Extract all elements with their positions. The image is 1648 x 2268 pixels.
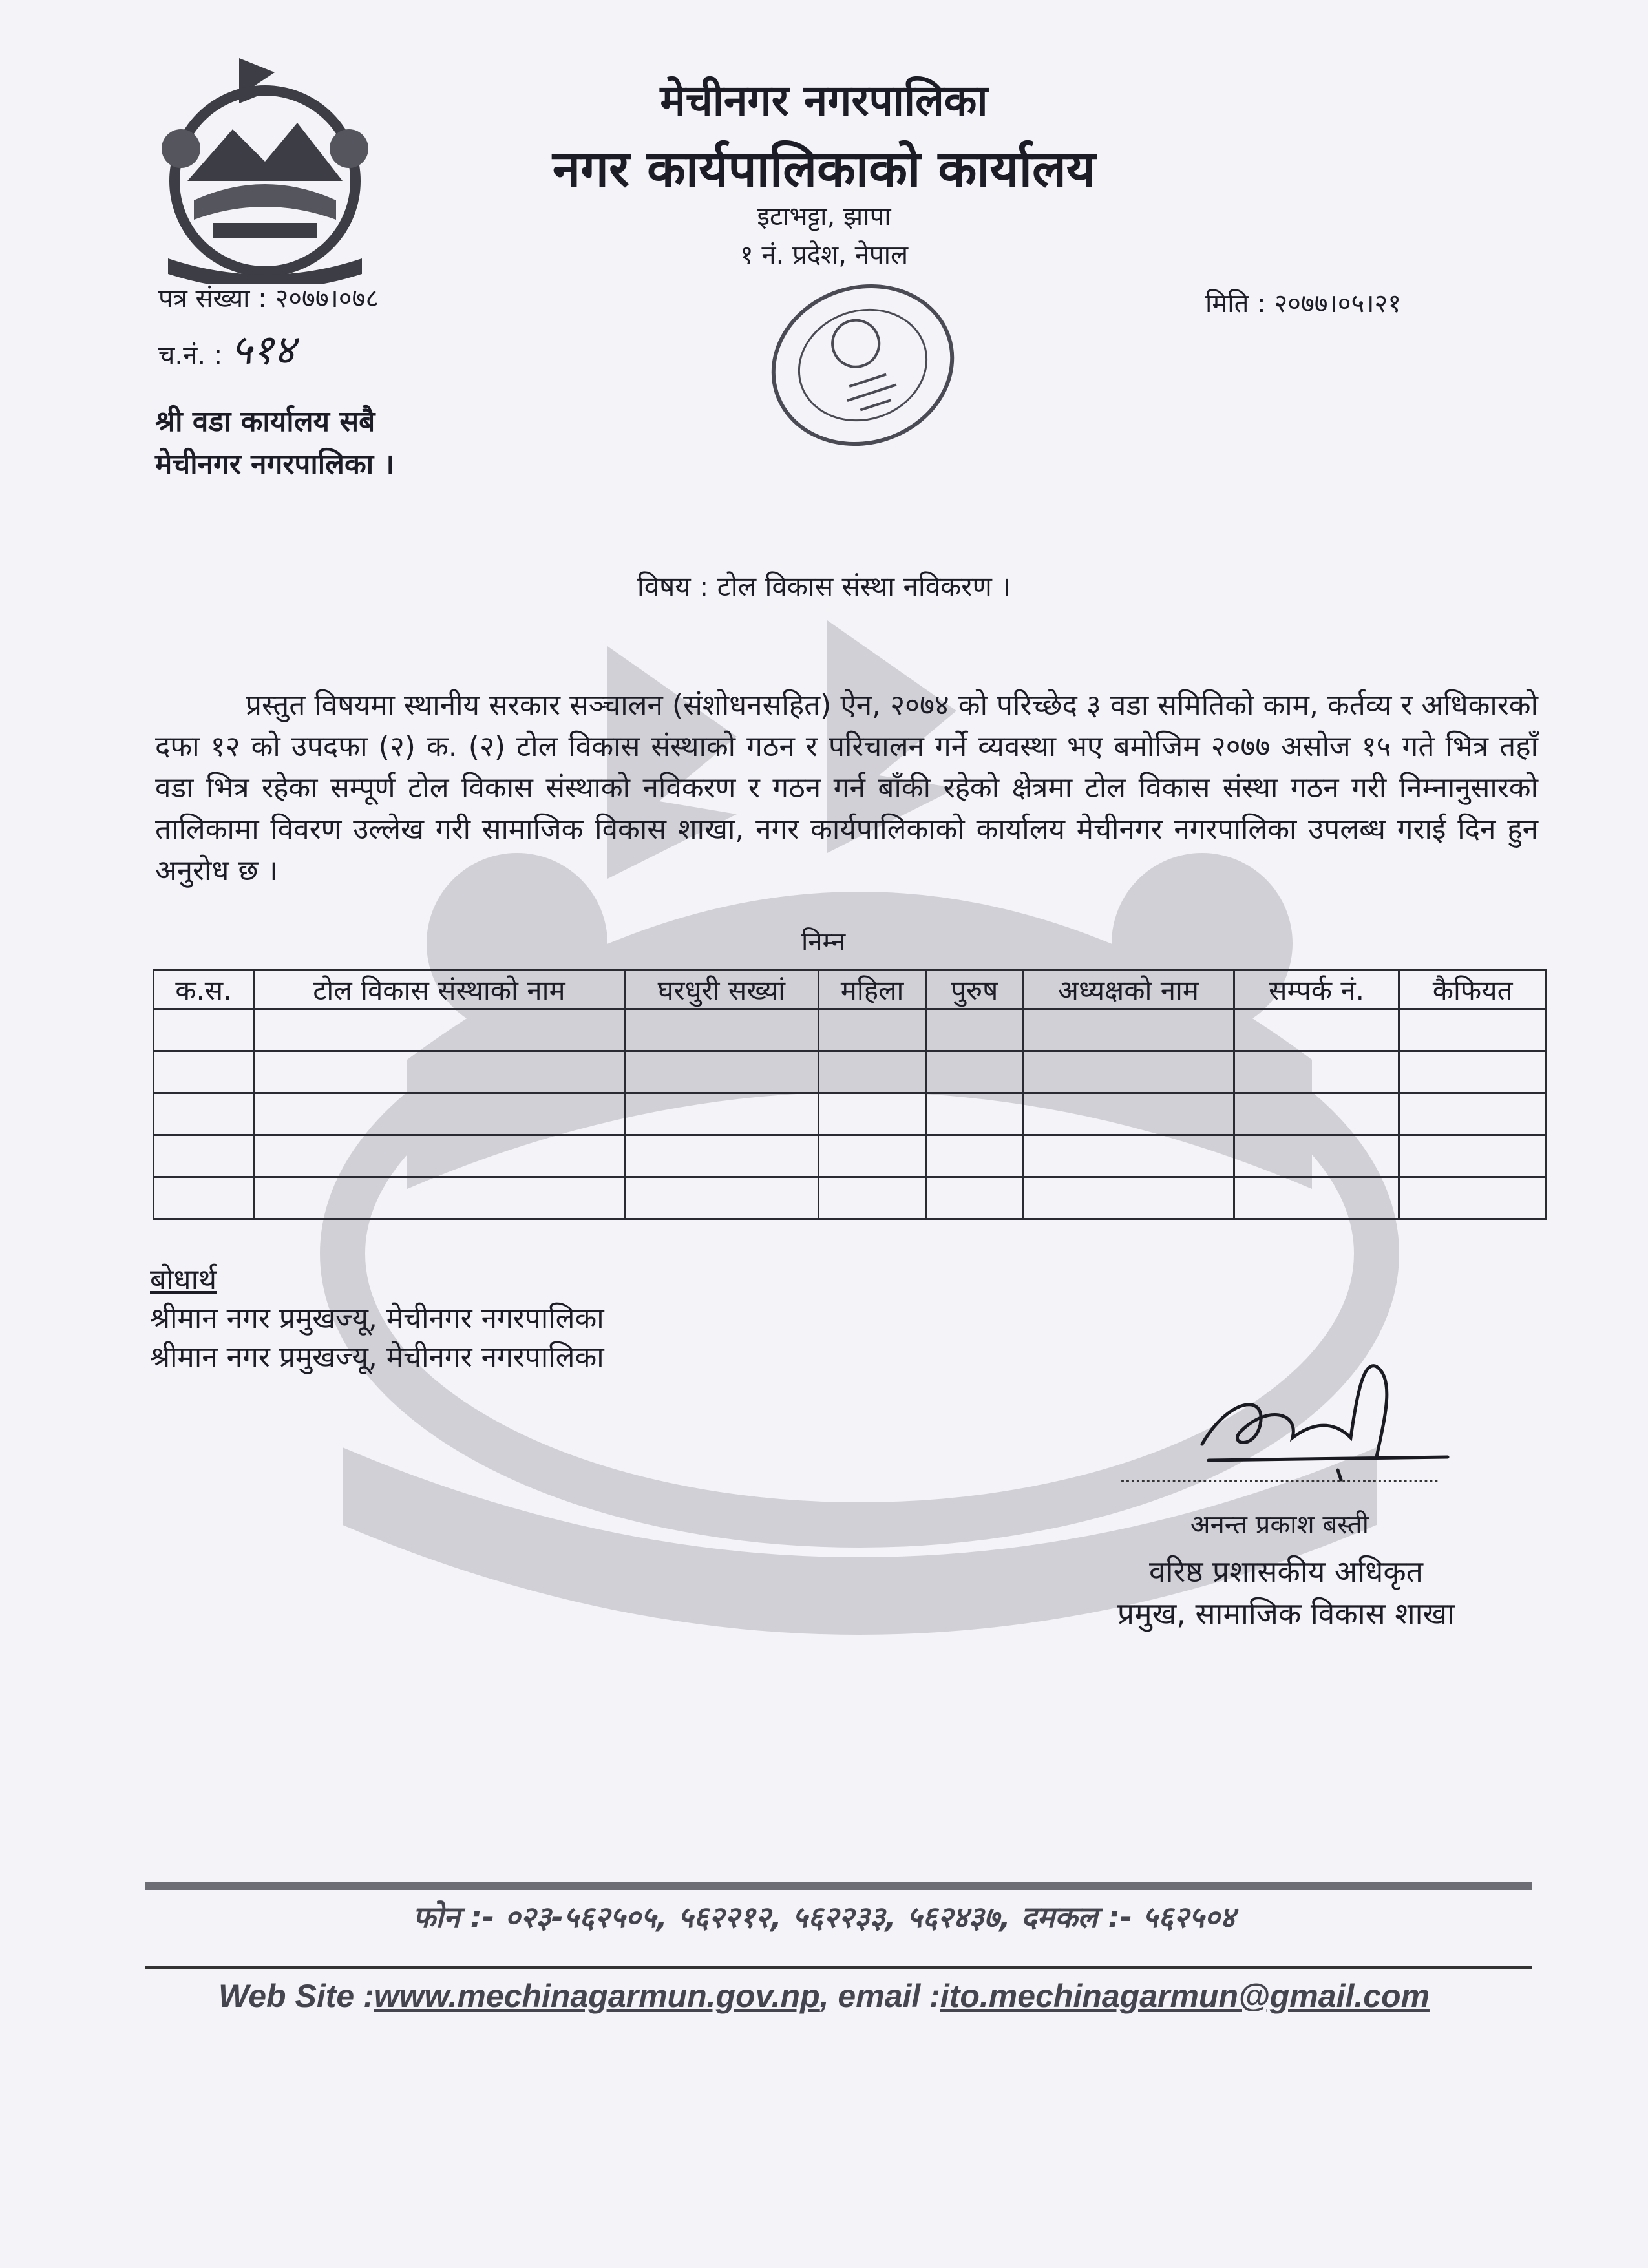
table-cell	[154, 1051, 254, 1093]
dispatch-number	[158, 320, 295, 376]
footer-web	[0, 1977, 1648, 2015]
table-cell	[926, 1177, 1023, 1219]
table-cell	[1399, 1093, 1547, 1135]
table-caption: निम्न	[801, 927, 846, 957]
table-row	[154, 1135, 1547, 1177]
header-female: महिला	[818, 971, 926, 1009]
email-label: , email :	[819, 1978, 940, 2014]
table-cell	[1023, 1093, 1234, 1135]
table-cell	[253, 1009, 624, 1051]
table-row	[154, 1051, 1547, 1093]
address-line-1: इटाभट्टा, झापा	[757, 202, 891, 231]
footer-rule-bottom	[145, 1966, 1532, 1969]
table-cell	[253, 1177, 624, 1219]
table-row	[154, 1177, 1547, 1219]
table-cell	[1023, 1051, 1234, 1093]
table-cell	[253, 1051, 624, 1093]
organization-name: मेचीनगर नगरपालिका	[660, 76, 988, 125]
table-row	[154, 1093, 1547, 1135]
table-cell	[1023, 1177, 1234, 1219]
table-cell	[818, 1009, 926, 1051]
office-stamp-icon	[756, 271, 969, 459]
table-cell	[1399, 1135, 1547, 1177]
table-cell	[1234, 1177, 1399, 1219]
table-cell	[926, 1093, 1023, 1135]
signature-icon	[1189, 1347, 1461, 1483]
header-male: पुरुष	[926, 971, 1023, 1009]
addressee-line-2: मेचीनगर नगरपालिका ।	[155, 448, 395, 481]
address-line-2: १ नं. प्रदेश, नेपाल	[739, 240, 909, 270]
letter-number-value: २०७७।०७८	[275, 284, 379, 313]
table-cell	[926, 1009, 1023, 1051]
header-household-count: घरधुरी सख्यां	[625, 971, 819, 1009]
addressee-line-1: श्री वडा कार्यालय सबै	[155, 405, 375, 438]
table-cell	[1399, 1051, 1547, 1093]
dispatch-number-label: च.नं. :	[158, 341, 223, 370]
signature-line	[1121, 1480, 1438, 1482]
table-cell	[1234, 1093, 1399, 1135]
email-link[interactable]: ito.mechinagarmun@gmail.com	[940, 1978, 1430, 2014]
subject-line: विषय : टोल विकास संस्था नविकरण ।	[637, 571, 1011, 602]
header-contact-number: सम्पर्क नं.	[1234, 971, 1399, 1009]
header-remarks: कैफियत	[1399, 971, 1547, 1009]
header-organization-name: टोल विकास संस्थाको नाम	[253, 971, 624, 1009]
table-cell	[1234, 1009, 1399, 1051]
website-label: Web Site :	[218, 1978, 374, 2014]
tole-organization-table	[153, 969, 1547, 1220]
letter-number-label: पत्र संख्या :	[158, 284, 267, 313]
table-cell	[625, 1135, 819, 1177]
table-cell	[625, 1093, 819, 1135]
table-cell	[926, 1051, 1023, 1093]
table-row	[154, 1009, 1547, 1051]
table-cell	[818, 1051, 926, 1093]
table-cell	[1023, 1135, 1234, 1177]
cc-heading: बोधार्थ	[150, 1263, 217, 1296]
table-cell	[1234, 1135, 1399, 1177]
letter-date	[1205, 284, 1401, 320]
table-header-row	[154, 971, 1547, 1009]
table-cell	[1023, 1009, 1234, 1051]
office-name: नगर कार्यपालिकाको कार्यालय	[552, 140, 1096, 198]
table-cell	[625, 1009, 819, 1051]
table-cell	[154, 1093, 254, 1135]
table-cell	[1234, 1051, 1399, 1093]
table-cell	[1399, 1009, 1547, 1051]
header-chairperson-name: अध्यक्षको नाम	[1023, 971, 1234, 1009]
table-cell	[926, 1135, 1023, 1177]
table-cell	[625, 1051, 819, 1093]
signatory-name: अनन्त प्रकाश बस्ती	[1190, 1510, 1369, 1540]
date-label: मिति :	[1205, 289, 1266, 319]
cc-item: श्रीमान नगर प्रमुखज्यू, मेचीनगर नगरपालिका	[150, 1341, 604, 1374]
table-cell	[818, 1135, 926, 1177]
letter-body: प्रस्तुत विषयमा स्थानीय सरकार सञ्चालन (संशोधनसहित) ऐन, २०७४ को परिच्छेद ३ वडा समितिको काम, कर्तव्य र अधिकारको दफा १२ को उपदफा (२) क. (२) टोल विकास संस्थाको गठन र परिचालन गर्ने व्यवस्था भए बमोजिम २०७७ असोज १५ गते भित्र तहाँ वडा भित्र रहेका सम्पूर्ण टोल विकास संस्थाको नविकरण र गठन गर्न बाँकी रहेको क्षेत्रमा टोल विकास संस्था गठन गरी निम्नानुसारको तालिकामा विवरण उल्लेख गरी सामाजिक विकास शाखा, नगर कार्यपालिकाको कार्यालय मेचीनगर नगरपालिका उपलब्ध गराई दिन हुन अनुरोध छ ।	[155, 689, 1538, 887]
signatory-department: प्रमुख, सामाजिक विकास शाखा	[1117, 1596, 1455, 1631]
website-link[interactable]: www.mechinagarmun.gov.np	[374, 1978, 820, 2014]
table-cell	[1399, 1177, 1547, 1219]
table-body	[154, 1009, 1547, 1219]
table-cell	[253, 1093, 624, 1135]
header-serial-no: क.स.	[154, 971, 254, 1009]
signatory-title: वरिष्ठ प्रशासकीय अधिकृत	[1149, 1554, 1423, 1589]
footer-rule-top	[145, 1882, 1532, 1890]
table-cell	[818, 1093, 926, 1135]
cc-item: श्रीमान नगर प्रमुखज्यू, मेचीनगर नगरपालिका	[150, 1302, 604, 1335]
table-cell	[154, 1009, 254, 1051]
table-cell	[253, 1135, 624, 1177]
table-cell	[154, 1177, 254, 1219]
table-cell	[625, 1177, 819, 1219]
letter-number	[158, 279, 379, 315]
footer-phone: फोन :- ०२३-५६२५०५, ५६२२१२, ५६२२३३, ५६२४३७, दमकल :- ५६२५०४	[412, 1900, 1236, 1935]
table-cell	[818, 1177, 926, 1219]
table-cell	[154, 1135, 254, 1177]
dispatch-number-value: ५१४	[230, 326, 295, 374]
date-value: २०७७।०५।२१	[1274, 289, 1402, 319]
